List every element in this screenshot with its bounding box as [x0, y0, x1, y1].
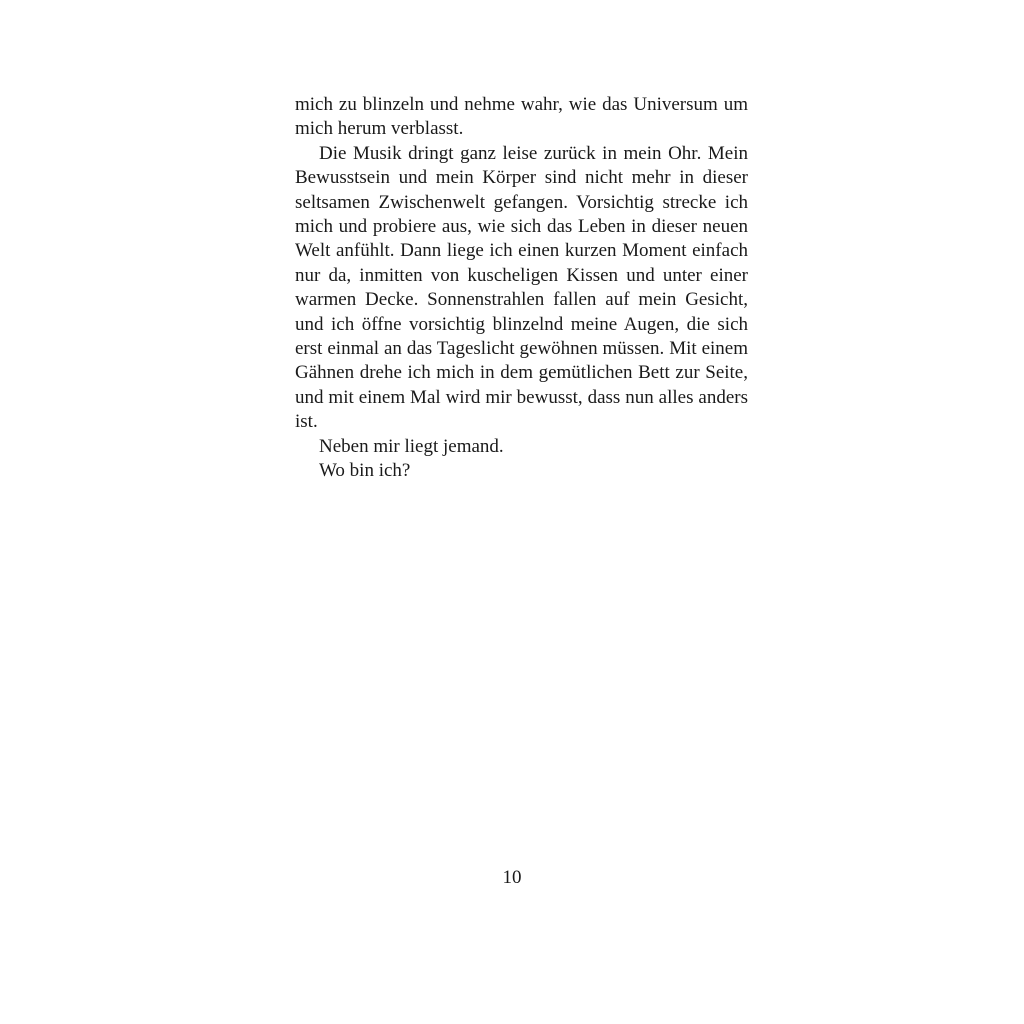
paragraph-continuation: mich zu blinzeln und nehme wahr, wie das Universum um mich herum verblasst.	[295, 94, 748, 140]
paragraph-where-am-i: Wo bin ich?	[319, 460, 411, 482]
paragraph-music: Die Musik dringt ganz leise zurück in mein Ohr. Mein Bewusstsein und mein Körper sind nicht mehr in dieser seltsamen Zwischenwelt gefangen. Vorsichtig strecke ich mich und probiere aus, wie sich das Leben in dieser neuen Welt anfühlt. Dann liege ich einen kurzen Moment einfach nur da, inmitten von kuscheligen Kissen und unter einer warmen Decke. Sonnenstrahlen fallen auf mein Gesicht, und ich öffne vorsichtig blinzelnd meine Augen, die sich erst einmal an das Tageslicht gewöhnen müssen. Mit einem Gähnen drehe ich mich in dem gemütlichen Bett zur Seite, und mit einem Mal wird mir bewusst, dass nun alles anders ist.	[295, 142, 748, 433]
page-number: 10	[502, 867, 522, 888]
paragraph-someone-beside: Neben mir liegt jemand.	[319, 435, 504, 457]
body-text	[295, 93, 748, 484]
